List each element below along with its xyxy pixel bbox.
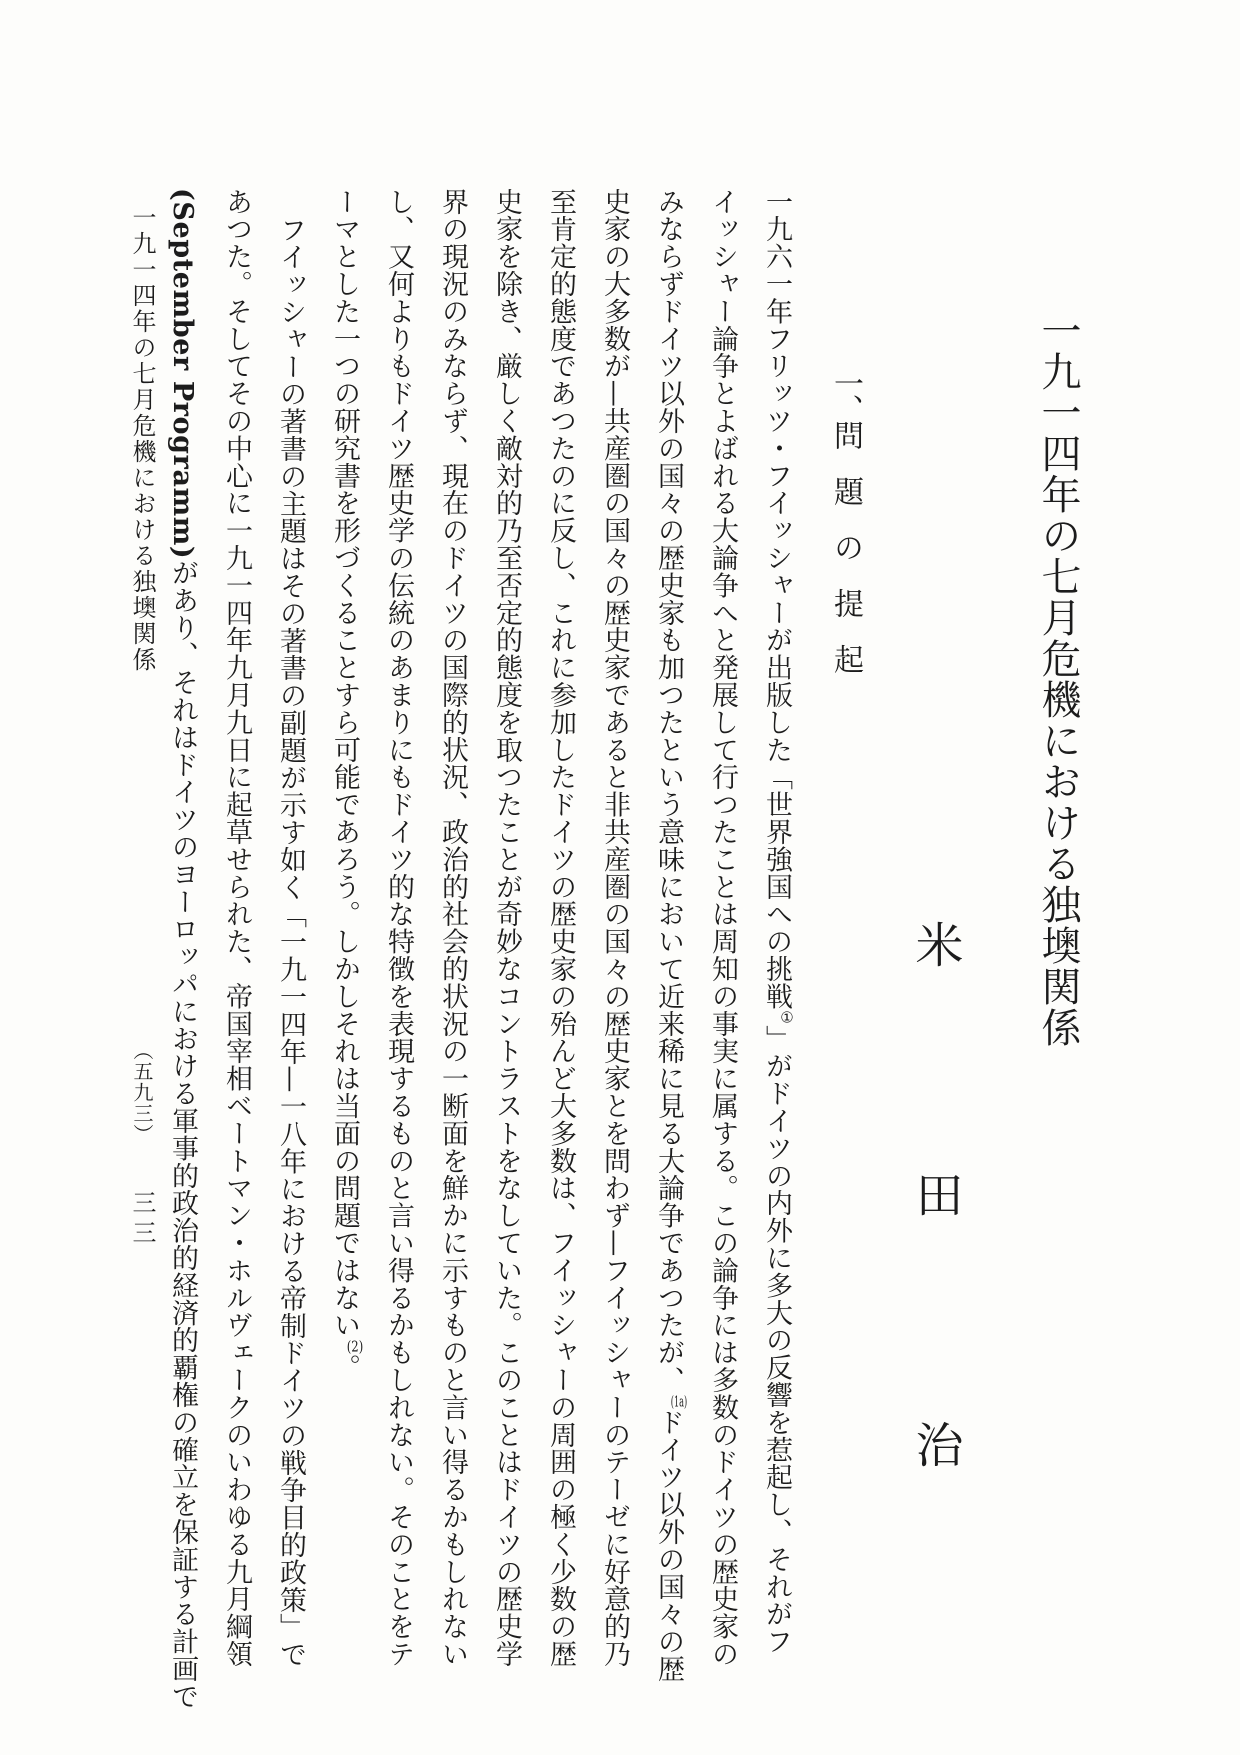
latin-term: (September Programm) <box>167 188 198 560</box>
running-title: 一九一四年の七月危機における独墺関係 <box>128 205 156 673</box>
author-name: 米田治 <box>907 920 963 1670</box>
body-text: があり、それはドイツのヨーロッパにおける軍事的政治的経済的覇権の確立を保証する計画で <box>167 559 198 1711</box>
body-text: 一九六一年フリッツ・フイッシャーが出版した「世界強国への挑戦 <box>761 188 792 1010</box>
body-text: ドイツ以外の国々の歴 <box>653 1408 684 1683</box>
body-column: 史家を除き、厳しく敵対的乃至否定的態度を取つたことが奇妙なコントラストをなしていた。このことはドイツの歴史学 <box>491 188 522 1668</box>
body-text: ーマとした一つの研究書を形づくることすら可能であろう。しかしそれは当面の問題ではない <box>329 188 360 1339</box>
body-column: し、又何よりもドイツ歴史学の伝統のあまりにもドイツ的な特徴を表現するものと言い得るかもしれない。そのことをテ <box>383 188 414 1668</box>
body-column: 史家の大多数が—共産圏の国々の歴史家であると非共産圏の国々の歴史家とを問わず—フイッシャーのテーゼに好意的乃 <box>599 188 630 1668</box>
footnote-marker: ① <box>780 1010 794 1025</box>
article-title: 一九一四年の七月危機における独墺関係 <box>1035 310 1081 1048</box>
body-column: あつた。そしてその中心に一九一四年九月九日に起草せられた、帝国宰相ベートマン・ホルヴェークのいわゆる九月綱領 <box>221 188 252 1668</box>
body-column <box>169 188 196 1710</box>
body-column: イッシャー論争とよばれる大論争へと発展して行つたことは周知の事実に属する。この論争には多数のドイツの歴史家の <box>707 188 738 1668</box>
body-text: 」がドイツの内外に多大の反響を惹起し、それがフ <box>761 1025 792 1656</box>
body-text: 。 <box>329 1353 360 1382</box>
section-heading <box>828 368 863 700</box>
page-number: 三三 <box>128 1190 156 1250</box>
section-number: 一、 <box>828 368 863 420</box>
body-column: 界の現況のみならず、現在のドイツの国際的状況、政治的社会的状況の一断面を鮮かに示すものと言い得るかもしれない <box>437 188 468 1668</box>
body-column <box>653 188 688 1683</box>
footnote-marker: (2) <box>346 1338 364 1354</box>
footnote-marker: (1a) <box>670 1393 688 1409</box>
body-column: 至肯定的態度であつたのに反し、これに参加したドイツの歴史家の殆んど大多数は、フイッシャーの周囲の極く少数の歴 <box>545 188 576 1668</box>
body-column: フイッシャーの著書の主題はその著書の副題が示す如く「一九一四年—一八年における帝制ドイツの戦争目的政策」で <box>275 216 306 1669</box>
volume-page-number: （五九三） <box>130 1040 154 1145</box>
section-title: 問題の提起 <box>828 420 863 700</box>
body-text: みならずドイツ以外の国々の歴史家も加つたという意味において近来稀に見る大論争であつたが、 <box>653 188 684 1394</box>
body-column <box>761 188 794 1656</box>
body-column <box>329 188 364 1382</box>
